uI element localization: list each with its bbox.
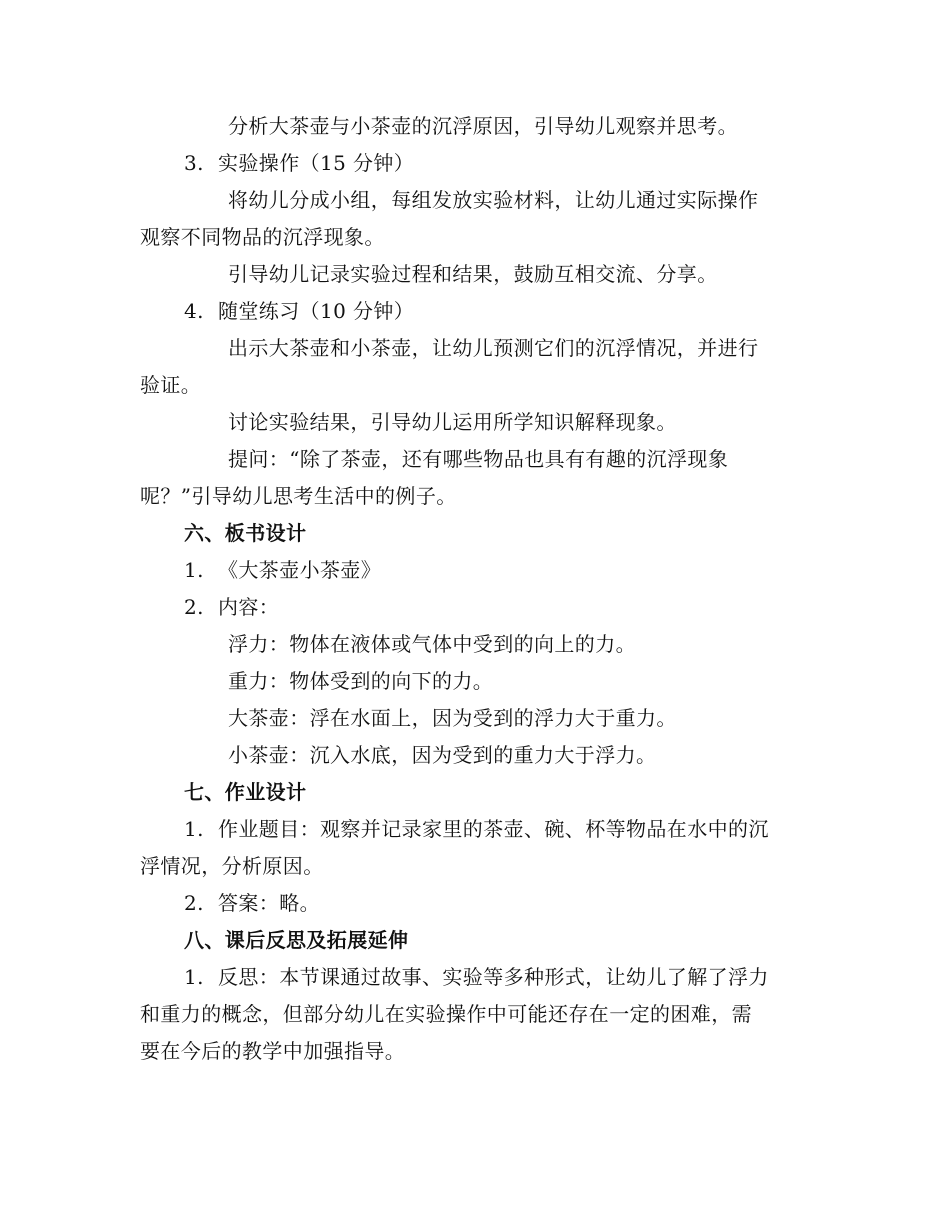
line-text: 验证。 (140, 373, 202, 397)
list-item (184, 594, 279, 620)
section-heading (184, 779, 306, 805)
line-text: 引导幼儿记录实验过程和结果，鼓励互相交流、分享。 (228, 262, 718, 286)
list-number: 1. (184, 558, 204, 582)
paragraph-line (140, 224, 385, 250)
line-text: 要在今后的教学中加强指导。 (140, 1039, 406, 1063)
list-item (184, 816, 769, 842)
list-number: 2. (184, 595, 204, 619)
paragraph-line (140, 1001, 752, 1027)
paragraph-line (228, 261, 718, 287)
paragraph-line (228, 705, 677, 731)
line-text: 浮情况，分析原因。 (140, 854, 324, 878)
line-text: 《大茶壶小茶壶》 (218, 558, 382, 582)
line-text: 分析大茶壶与小茶壶的沉浮原因，引导幼儿观察并思考。 (228, 114, 738, 138)
line-text: 反思：本节课通过故事、实验等多种形式，让幼儿了解了浮力 (218, 965, 769, 989)
line-text: 重力：物体受到的向下的力。 (228, 669, 494, 693)
line-text: 浮力：物体在液体或气体中受到的向上的力。 (228, 632, 636, 656)
list-item (184, 557, 381, 583)
paragraph-line (228, 742, 656, 768)
list-number: 1. (184, 965, 204, 989)
section-heading (184, 520, 306, 546)
line-text: 作业题目：观察并记录家里的茶壶、碗、杯等物品在水中的沉 (218, 817, 769, 841)
line-text: 随堂练习（10 分钟） (218, 299, 415, 323)
list-number: 4. (184, 299, 204, 323)
line-text: 将幼儿分成小组，每组发放实验材料，让幼儿通过实际操作 (228, 188, 759, 212)
list-number: 1. (184, 817, 204, 841)
line-text: 观察不同物品的沉浮现象。 (140, 225, 385, 249)
line-text: 大茶壶：浮在水面上，因为受到的浮力大于重力。 (228, 706, 677, 730)
line-text: 出示大茶壶和小茶壶，让幼儿预测它们的沉浮情况，并进行 (228, 336, 759, 360)
list-item (184, 964, 769, 990)
list-item-heading (184, 150, 414, 176)
line-text: 实验操作（15 分钟） (218, 151, 415, 175)
line-text: 和重力的概念，但部分幼儿在实验操作中可能还存在一定的困难，需 (140, 1002, 752, 1026)
heading-text: 七、作业设计 (184, 780, 307, 804)
paragraph-line (140, 483, 457, 509)
line-text: 讨论实验结果，引导幼儿运用所学知识解释现象。 (228, 410, 677, 434)
line-text: 提问：“除了茶壶，还有哪些物品也具有有趣的沉浮现象 (228, 447, 729, 471)
paragraph-line (228, 335, 758, 361)
paragraph-line (228, 668, 493, 694)
paragraph-line (228, 113, 738, 139)
list-number: 3. (184, 151, 204, 175)
paragraph-line (228, 631, 636, 657)
paragraph-line (228, 409, 677, 435)
line-text: 呢？”引导幼儿思考生活中的例子。 (140, 484, 457, 508)
line-text: 答案：略。 (218, 891, 320, 915)
line-text: 小茶壶：沉入水底，因为受到的重力大于浮力。 (228, 743, 657, 767)
heading-text: 八、课后反思及拓展延伸 (184, 928, 409, 952)
paragraph-line (140, 1038, 405, 1064)
paragraph-line (140, 853, 324, 879)
line-text: 内容： (218, 595, 280, 619)
paragraph-line (228, 446, 728, 472)
paragraph-line (228, 187, 758, 213)
paragraph-line (140, 372, 201, 398)
section-heading (184, 927, 408, 953)
list-item-heading (184, 298, 414, 324)
list-number: 2. (184, 891, 204, 915)
heading-text: 六、板书设计 (184, 521, 307, 545)
list-item (184, 890, 320, 916)
